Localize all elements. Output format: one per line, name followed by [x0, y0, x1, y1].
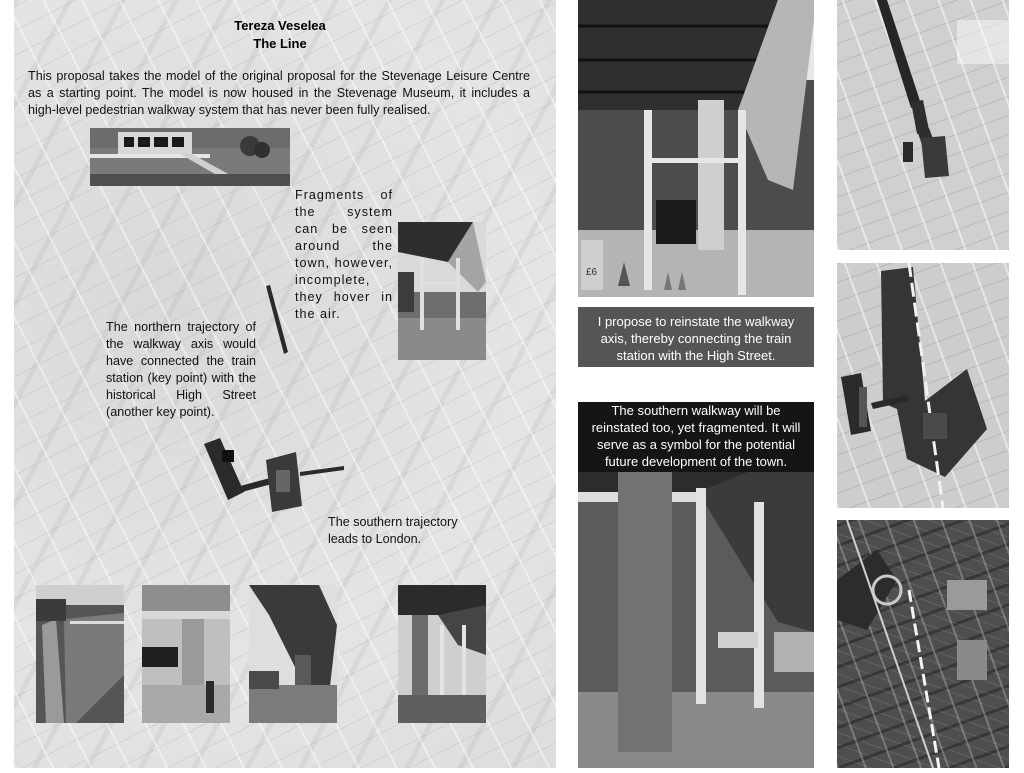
fragments-paragraph: Fragments of the system can be seen around the town, however, incomplete, they hover in the air. [295, 188, 394, 321]
southern-walkway-caption: The southern walkway will be reinstated too, yet fragmented. It will serve as a symbol for the potential future development of the town. [578, 402, 814, 472]
station-block [204, 438, 244, 500]
bottom-photo-2-pillar-car [142, 585, 230, 723]
map-top-drawing [837, 0, 1009, 250]
map-middle-drawing [837, 263, 1009, 508]
map-top-northern [837, 0, 1009, 250]
connector-fragment [240, 478, 272, 492]
walkway-photo-top [578, 0, 814, 297]
bottom-photo-3-drawing [249, 585, 337, 723]
walkway-underside-photo-small [398, 222, 486, 360]
north-walkway-fragment [266, 285, 288, 354]
walkway-small-drawing [398, 222, 486, 360]
walkway-photo-bottom [578, 472, 814, 768]
intro-paragraph: This proposal takes the model of the original proposal for the Stevenage Leisure Centre as a starting point. The model is now housed in the Stevenage Museum, it includes a high-level pedestrian walkway system that has never been fully realised. [28, 69, 530, 117]
town-centre-detail [276, 470, 290, 492]
author-name: Tereza Veselea [234, 18, 326, 33]
price-sign-text: £6 [586, 267, 598, 278]
northern-trajectory-paragraph: The northern trajectory of the walkway axis would have connected the train station (key point) with the historical High Street (another key point). [106, 320, 256, 419]
bottom-photo-4-columns [398, 585, 486, 723]
map-bottom-drawing [837, 520, 1009, 768]
walkway-bottom-drawing [578, 472, 814, 768]
station-detail [222, 450, 234, 462]
walkway-top-drawing [578, 0, 814, 297]
southern-trajectory-text: The southern trajectory leads to London. [328, 515, 458, 546]
bottom-photo-1-drawing [36, 585, 124, 723]
south-walkway-fragment [300, 466, 344, 476]
bottom-photo-4-drawing [398, 585, 486, 723]
map-bottom-satellite [837, 520, 1009, 768]
bottom-photo-2-drawing [142, 585, 230, 723]
model-photo-drawing [90, 128, 290, 186]
reinstate-caption: I propose to reinstate the walkway axis, thereby connecting the train station with the High Street. [578, 307, 814, 367]
project-title: The Line [253, 36, 307, 51]
walkway-plan-fragments [200, 280, 350, 520]
bottom-photo-3-underside [249, 585, 337, 723]
museum-model-photo [90, 128, 290, 186]
bottom-photo-1-walkway-path [36, 585, 124, 723]
title-block [180, 17, 380, 53]
map-middle-axis [837, 263, 1009, 508]
